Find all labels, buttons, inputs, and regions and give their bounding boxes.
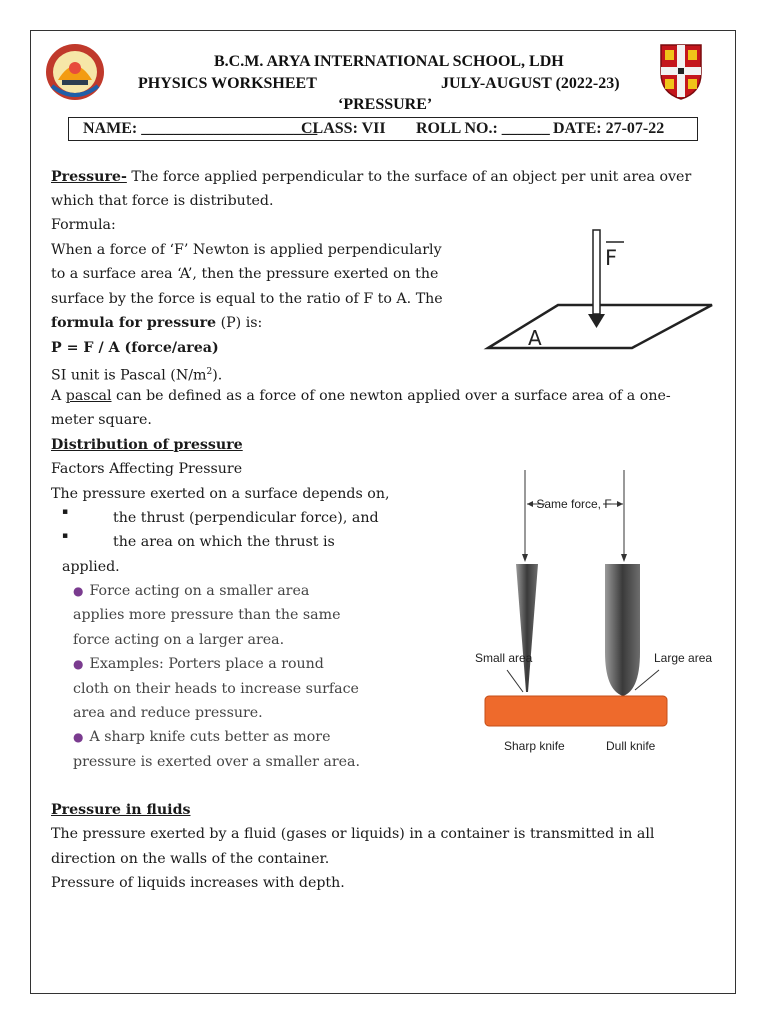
para-line4: formula for pressure (P) is:: [51, 315, 263, 331]
sharp-knife: [516, 564, 538, 692]
school-logo-icon: [44, 42, 106, 102]
session-label: JULY-AUGUST (2022-23): [441, 75, 620, 92]
area-label: A: [528, 326, 542, 350]
knife-pressure-diagram: [465, 462, 713, 762]
point3-line1: ● A sharp knife cuts better as more: [73, 729, 331, 745]
worksheet-title: PHYSICS WORKSHEET: [138, 75, 317, 92]
bullet-thrust: the thrust (perpendicular force), and: [113, 510, 379, 526]
bullet-area-cont: applied.: [62, 559, 120, 575]
topic-title: ‘PRESSURE’: [338, 96, 433, 113]
fluids-line1: The pressure exerted by a fluid (gases or liquids) in a container is transmitted in all: [51, 826, 655, 842]
force-label: F: [605, 246, 618, 270]
point2-line2: cloth on their heads to increase surface: [73, 681, 359, 697]
pascal-definition-line2: meter square.: [51, 412, 152, 428]
point3-line2: pressure is exerted over a smaller area.: [73, 754, 361, 770]
factors-label: Factors Affecting Pressure: [51, 461, 243, 477]
dull-knife-label: Dull knife: [606, 739, 656, 753]
fluids-line3: Pressure of liquids increases with depth.: [51, 875, 345, 891]
pressure-definition-line2: which that force is distributed.: [51, 193, 274, 209]
point1-line3: force acting on a larger area.: [73, 632, 285, 648]
para-line3: surface by the force is equal to the ratio of F to A. The: [51, 291, 443, 307]
square-bullet-icon: ▪: [62, 531, 69, 541]
cutting-board: [485, 696, 667, 726]
distribution-heading: Distribution of pressure: [51, 437, 243, 453]
sharp-knife-label: Sharp knife: [504, 739, 565, 753]
point1-line2: applies more pressure than the same: [73, 607, 341, 623]
square-bullet-icon: ▪: [62, 507, 69, 517]
same-force-label: Same force, F: [536, 497, 612, 511]
arrow-left-icon: [527, 501, 533, 507]
date-label: DATE: 27-07-22: [553, 120, 665, 137]
large-area-label: Large area: [654, 651, 713, 665]
dot-bullet-icon: ●: [73, 584, 84, 598]
para-line1: When a force of ‘F’ Newton is applied perpendicularly: [51, 242, 442, 258]
si-unit: SI unit is Pascal $(N/m^2)$.: [51, 367, 223, 384]
formula-label: Formula:: [51, 217, 116, 233]
arrow-right-icon: [617, 501, 623, 507]
pressure-definition-line1: Pressure- The force applied perpendicular to the surface of an object per unit area over: [51, 169, 692, 185]
fluids-heading: Pressure in fluids: [51, 802, 191, 818]
student-info-box: [68, 117, 698, 141]
point2-line1: ● Examples: Porters place a round: [73, 656, 324, 672]
point1-line1: ● Force acting on a smaller area: [73, 583, 310, 599]
fluids-line2: direction on the walls of the container.: [51, 851, 330, 867]
school-name: B.C.M. ARYA INTERNATIONAL SCHOOL, LDH: [214, 53, 564, 70]
dot-bullet-icon: ●: [73, 730, 84, 744]
pascal-definition-line1: A pascal can be defined as a force of one newton applied over a surface area of a one-: [51, 388, 671, 404]
bullet-area: the area on which the thrust is: [113, 534, 335, 550]
roll-field[interactable]: ROLL NO.: ______: [416, 120, 550, 137]
force-area-diagram: [482, 226, 718, 358]
dull-knife: [605, 564, 640, 696]
name-field[interactable]: NAME: ______________________: [83, 120, 318, 137]
point2-line3: area and reduce pressure.: [73, 705, 263, 721]
pressure-heading: Pressure-: [51, 169, 127, 185]
force-arrow-icon: [522, 554, 528, 562]
force-arrow-icon: [621, 554, 627, 562]
dot-bullet-icon: ●: [73, 657, 84, 671]
small-area-label: Small area: [475, 651, 533, 665]
depends-intro: The pressure exerted on a surface depends on,: [51, 486, 390, 502]
force-shaft: [593, 230, 600, 314]
crest-icon: [659, 43, 703, 101]
para-line2: to a surface area ‘A’, then the pressure exerted on the: [51, 266, 439, 282]
class-label: CLASS: VII: [301, 120, 386, 137]
pressure-formula: P = F / A (force/area): [51, 340, 219, 356]
